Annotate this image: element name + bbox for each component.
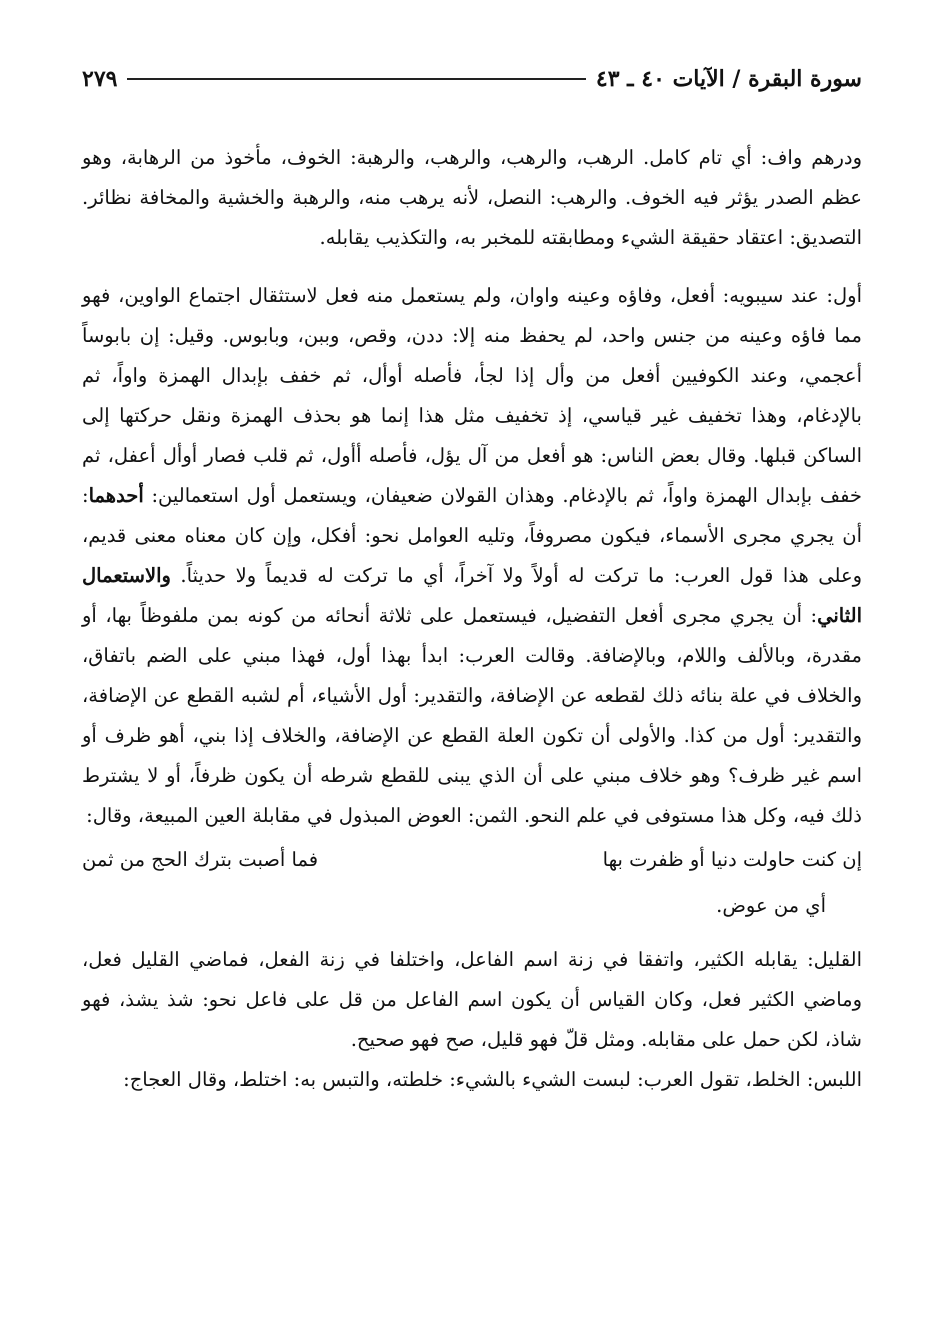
paragraph-qalil: القليل: يقابله الكثير، واتفقا في زنة اسم الفاعل، واختلفا في زنة الفعل، فماضي القليل فعل، وماضي الكثير فعل، وكان القياس أن يكون اسم الفاعل من قل على فاعل نحو: شذ يشذ، فهو شاذ، لكن حمل على مقابله. ومثل قلّ فهو قليل، صح فهو صحيح. (82, 948, 862, 1051)
poetry-verse (82, 840, 862, 880)
paragraph-awwal-part-2: : أن يجري مجرى الأسماء، فيكون مصروفاً، وتليه العوامل نحو: أفكل، وإن كان معناه معنى قديم، وعلى هذا قول العرب: ما تركت له أولاً ولا آخراً، أي ما تركت له قديماً ولا حديثاً. (82, 484, 862, 587)
paragraph-awwal (82, 276, 862, 836)
verse-first-hemistich: إن كنت حاولت دنيا أو ظفرت بها (602, 848, 862, 871)
paragraph-awwal-part-3: : أن يجري مجرى أفعل التفضيل، فيستعمل على ثلاثة أنحائه من كونه بمن ملفوظاً بها، أو مقدرة، وبالألف واللام، وبالإضافة. وقالت العرب: ابدأ بهذا أول، فهذا مبني على الضم باتفاق، والخلاف في علة بنائه ذلك لقطعه عن الإضافة، والتقدير: أول الأشياء، أم لشبه القطع عن الإضافة، والتقدير: أول من كذا. والأولى أن تكون العلة القطع عن الإضافة، والخلاف إذا بني، أهو ظرف أو اسم غير ظرف؟ وهو خلاف مبني على أن الذي يبنى للقطع شرطه أن يكون ظرفاً، أو لا يشترط ذلك فيه، وكل هذا مستوفى في علم النحو. الثمن: العوض المبذول في مقابلة العين المبيعة، وقال: (82, 604, 862, 827)
body-text (82, 138, 862, 1100)
header-rule (127, 78, 585, 80)
paragraph-awwal-part-1: أول: عند سيبويه: أفعل، وفاؤه وعينه واوان، ولم يستعمل منه فعل لاستثقال اجتماع الواوين، فهو مما فاؤه وعينه من جنس واحد، لم يحفظ منه إلا: ددن، وقص، وببن، وبابوس. وقيل: إن بابوساً أعجمي، وعند الكوفيين أفعل من وأل إذا لجأ، فأصله أوأل، ثم خفف بإبدال الهمزة واواً، ثم بالإدغام، وهذا تخفيف غير قياسي، إذ تخفيف مثل هذا إنما هو بحذف الهمزة ونقل حركتها إلى الساكن قبلها. وقال بعض الناس: هو أفعل من آل يؤل، فأصله أأول، ثم قلب فصار أوأل أعفل، ثم خفف بإبدال الهمزة واواً، ثم بالإدغام. وهذان القولان ضعيفان، ويستعمل أول استعمالين: (82, 284, 862, 507)
bold-term-second: والاستعمال الثاني (82, 564, 862, 627)
running-header (82, 62, 862, 96)
paragraph-rahab: ودرهم واف: أي تام كامل. الرهب، والرهب، والرهب، والرهبة: الخوف، مأخوذ من الرهابة، وهو عظم الصدر يؤثر فيه الخوف. والرهب: النصل، لأنه يرهب منه، والرهبة والخشية والمخافة نظائر. التصديق: اعتقاد حقيقة الشيء ومطابقته للمخبر به، والتكذيب يقابله. (82, 146, 862, 249)
page-number: ٢٧٩ (82, 66, 118, 92)
bold-term-first: أحدهما (88, 484, 144, 507)
verse-second-hemistich: فما أصبت بترك الحج من ثمن (82, 848, 319, 871)
header-title: سورة البقرة / الآيات ٤٠ ـ ٤٣ (595, 66, 862, 92)
verse-note: أي من عوض. (716, 894, 826, 917)
paragraph-labs: اللبس: الخلط، تقول العرب: لبست الشيء بالشيء: خلطته، والتبس به: اختلط، وقال العجاج: (123, 1068, 862, 1091)
